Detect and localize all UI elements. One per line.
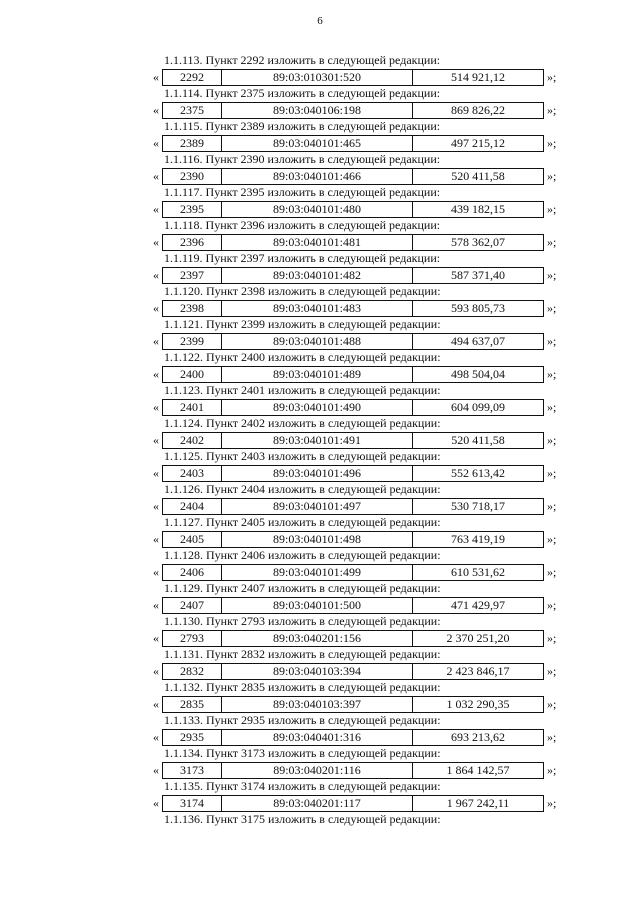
open-quote: « xyxy=(153,367,159,381)
amendment-row xyxy=(0,201,640,218)
item-number-cell: 2832 xyxy=(163,664,222,679)
document-body xyxy=(0,53,640,845)
amendment-entry xyxy=(0,53,640,86)
close-quote: »; xyxy=(547,565,557,579)
cadastral-number-cell: 89:03:040101:482 xyxy=(222,268,413,283)
item-number-cell: 3173 xyxy=(163,763,222,778)
item-number-cell: 2389 xyxy=(163,136,222,151)
close-quote: »; xyxy=(547,664,557,678)
close-quote: »; xyxy=(547,400,557,414)
item-number-cell: 2402 xyxy=(163,433,222,448)
amendment-heading: 1.1.131. Пункт 2832 изложить в следующей редакции: xyxy=(164,647,441,661)
amount-cell: 514 921,12 xyxy=(451,70,505,84)
cadastral-number-cell: 89:03:010301:520 xyxy=(222,70,413,85)
amendment-row xyxy=(0,465,640,482)
amendment-entry xyxy=(0,284,640,317)
amendment-table xyxy=(162,135,544,152)
cadastral-number-cell: 89:03:040101:496 xyxy=(222,466,413,481)
amendment-entry xyxy=(0,152,640,185)
open-quote: « xyxy=(153,763,159,777)
cadastral-number-cell: 89:03:040101:500 xyxy=(222,598,413,613)
close-quote: »; xyxy=(547,598,557,612)
amendment-entry xyxy=(0,251,640,284)
amendment-row xyxy=(0,729,640,746)
amendment-entry xyxy=(0,680,640,713)
amendment-table xyxy=(162,168,544,185)
amount-cell: 1 032 290,35 xyxy=(446,697,510,711)
amendment-table xyxy=(162,399,544,416)
amendment-row xyxy=(0,696,640,713)
amount-cell: 869 826,22 xyxy=(451,103,505,117)
amendment-table xyxy=(162,498,544,515)
amendment-entry xyxy=(0,350,640,383)
amendment-entry xyxy=(0,548,640,581)
amendment-entry xyxy=(0,383,640,416)
amendment-table xyxy=(162,696,544,713)
amendment-entry xyxy=(0,515,640,548)
amount-cell: 2 370 251,20 xyxy=(446,631,510,645)
amendment-heading: 1.1.120. Пункт 2398 изложить в следующей редакции: xyxy=(164,284,441,298)
amendment-table xyxy=(162,564,544,581)
open-quote: « xyxy=(153,70,159,84)
close-quote: »; xyxy=(547,301,557,315)
amendment-table xyxy=(162,597,544,614)
close-quote: »; xyxy=(547,532,557,546)
item-number-cell: 2405 xyxy=(163,532,222,547)
amount-cell: 587 371,40 xyxy=(451,268,505,282)
amendment-entry xyxy=(0,779,640,812)
amendment-heading: 1.1.136. Пункт 3175 изложить в следующей редакции: xyxy=(164,812,441,826)
amendment-heading: 1.1.113. Пункт 2292 изложить в следующей редакции: xyxy=(164,53,441,67)
item-number-cell: 2835 xyxy=(163,697,222,712)
amount-cell: 471 429,97 xyxy=(451,598,505,612)
amount-cell: 498 504,04 xyxy=(451,367,505,381)
amendment-entry xyxy=(0,482,640,515)
item-number-cell: 2400 xyxy=(163,367,222,382)
amendment-entry xyxy=(0,746,640,779)
amendment-row xyxy=(0,102,640,119)
amendment-row xyxy=(0,333,640,350)
amendment-row xyxy=(0,498,640,515)
amendment-heading: 1.1.130. Пункт 2793 изложить в следующей редакции: xyxy=(164,614,441,628)
close-quote: »; xyxy=(547,268,557,282)
cadastral-number-cell: 89:03:040101:480 xyxy=(222,202,413,217)
amendment-table xyxy=(162,465,544,482)
amendment-table xyxy=(162,201,544,218)
open-quote: « xyxy=(153,169,159,183)
amendment-entry xyxy=(0,713,640,746)
cadastral-number-cell: 89:03:040103:394 xyxy=(222,664,413,679)
amendment-row xyxy=(0,267,640,284)
amendment-heading: 1.1.115. Пункт 2389 изложить в следующей редакции: xyxy=(164,119,441,133)
amendment-row xyxy=(0,135,640,152)
close-quote: »; xyxy=(547,103,557,117)
cadastral-number-cell: 89:03:040401:316 xyxy=(222,730,413,745)
amendment-table xyxy=(162,762,544,779)
open-quote: « xyxy=(153,103,159,117)
close-quote: »; xyxy=(547,136,557,150)
amendment-row xyxy=(0,795,640,812)
open-quote: « xyxy=(153,796,159,810)
item-number-cell: 2397 xyxy=(163,268,222,283)
amount-cell: 578 362,07 xyxy=(451,235,505,249)
amendment-table xyxy=(162,366,544,383)
cadastral-number-cell: 89:03:040101:490 xyxy=(222,400,413,415)
amendment-entry xyxy=(0,119,640,152)
cadastral-number-cell: 89:03:040101:491 xyxy=(222,433,413,448)
amount-cell: 439 182,15 xyxy=(451,202,505,216)
cadastral-number-cell: 89:03:040101:499 xyxy=(222,565,413,580)
open-quote: « xyxy=(153,532,159,546)
amount-cell: 763 419,19 xyxy=(451,532,505,546)
amendment-entry xyxy=(0,86,640,119)
amendment-heading: 1.1.123. Пункт 2401 изложить в следующей редакции: xyxy=(164,383,441,397)
item-number-cell: 2396 xyxy=(163,235,222,250)
open-quote: « xyxy=(153,268,159,282)
amendment-heading: 1.1.119. Пункт 2397 изложить в следующей редакции: xyxy=(164,251,441,265)
amendment-heading: 1.1.121. Пункт 2399 изложить в следующей редакции: xyxy=(164,317,441,331)
close-quote: »; xyxy=(547,796,557,810)
cadastral-number-cell: 89:03:040201:156 xyxy=(222,631,413,646)
item-number-cell: 2403 xyxy=(163,466,222,481)
item-number-cell: 2292 xyxy=(163,70,222,85)
close-quote: »; xyxy=(547,235,557,249)
amount-cell: 610 531,62 xyxy=(451,565,505,579)
open-quote: « xyxy=(153,631,159,645)
amount-cell: 497 215,12 xyxy=(451,136,505,150)
amendment-entry xyxy=(0,317,640,350)
item-number-cell: 2375 xyxy=(163,103,222,118)
close-quote: »; xyxy=(547,433,557,447)
amendment-heading: 1.1.118. Пункт 2396 изложить в следующей редакции: xyxy=(164,218,441,232)
open-quote: « xyxy=(153,433,159,447)
amount-cell: 1 864 142,57 xyxy=(446,763,510,777)
amendment-table xyxy=(162,300,544,317)
amendment-table xyxy=(162,630,544,647)
open-quote: « xyxy=(153,466,159,480)
cadastral-number-cell: 89:03:040101:465 xyxy=(222,136,413,151)
open-quote: « xyxy=(153,235,159,249)
cadastral-number-cell: 89:03:040101:497 xyxy=(222,499,413,514)
open-quote: « xyxy=(153,136,159,150)
amendment-row xyxy=(0,597,640,614)
amendment-table xyxy=(162,333,544,350)
close-quote: »; xyxy=(547,466,557,480)
amount-cell: 693 213,62 xyxy=(451,730,505,744)
amount-cell: 2 423 846,17 xyxy=(446,664,510,678)
item-number-cell: 2401 xyxy=(163,400,222,415)
open-quote: « xyxy=(153,598,159,612)
amendment-heading: 1.1.132. Пункт 2835 изложить в следующей редакции: xyxy=(164,680,441,694)
cadastral-number-cell: 89:03:040101:488 xyxy=(222,334,413,349)
amendment-row xyxy=(0,762,640,779)
amendment-heading: 1.1.114. Пункт 2375 изложить в следующей редакции: xyxy=(164,86,441,100)
open-quote: « xyxy=(153,499,159,513)
close-quote: »; xyxy=(547,730,557,744)
open-quote: « xyxy=(153,565,159,579)
amendment-entry xyxy=(0,614,640,647)
amendment-row xyxy=(0,69,640,86)
amendment-entry xyxy=(0,449,640,482)
item-number-cell: 2407 xyxy=(163,598,222,613)
item-number-cell: 2404 xyxy=(163,499,222,514)
close-quote: »; xyxy=(547,631,557,645)
amendment-entry xyxy=(0,647,640,680)
amount-cell: 1 967 242,11 xyxy=(446,796,510,810)
amount-cell: 604 099,09 xyxy=(451,400,505,414)
amendment-heading: 1.1.117. Пункт 2395 изложить в следующей редакции: xyxy=(164,185,441,199)
item-number-cell: 3174 xyxy=(163,796,222,811)
amendment-table xyxy=(162,69,544,86)
amendment-heading: 1.1.133. Пункт 2935 изложить в следующей редакции: xyxy=(164,713,441,727)
close-quote: »; xyxy=(547,334,557,348)
amendment-row xyxy=(0,399,640,416)
open-quote: « xyxy=(153,664,159,678)
item-number-cell: 2406 xyxy=(163,565,222,580)
amendment-row xyxy=(0,300,640,317)
close-quote: »; xyxy=(547,70,557,84)
amendment-heading: 1.1.122. Пункт 2400 изложить в следующей редакции: xyxy=(164,350,441,364)
amendment-table xyxy=(162,795,544,812)
amendment-row xyxy=(0,432,640,449)
amendment-row xyxy=(0,564,640,581)
close-quote: »; xyxy=(547,202,557,216)
item-number-cell: 2399 xyxy=(163,334,222,349)
cadastral-number-cell: 89:03:040101:466 xyxy=(222,169,413,184)
close-quote: »; xyxy=(547,763,557,777)
amendment-heading: 1.1.116. Пункт 2390 изложить в следующей редакции: xyxy=(164,152,441,166)
amendment-row xyxy=(0,168,640,185)
close-quote: »; xyxy=(547,169,557,183)
open-quote: « xyxy=(153,301,159,315)
amount-cell: 552 613,42 xyxy=(451,466,505,480)
open-quote: « xyxy=(153,334,159,348)
cadastral-number-cell: 89:03:040101:483 xyxy=(222,301,413,316)
amendment-row xyxy=(0,531,640,548)
amendment-entry xyxy=(0,218,640,251)
amendment-row xyxy=(0,366,640,383)
cadastral-number-cell: 89:03:040101:489 xyxy=(222,367,413,382)
open-quote: « xyxy=(153,202,159,216)
close-quote: »; xyxy=(547,697,557,711)
cadastral-number-cell: 89:03:040106:198 xyxy=(222,103,413,118)
amendment-heading: 1.1.124. Пункт 2402 изложить в следующей редакции: xyxy=(164,416,441,430)
amendment-heading: 1.1.128. Пункт 2406 изложить в следующей редакции: xyxy=(164,548,441,562)
amendment-row xyxy=(0,663,640,680)
amendment-entry xyxy=(0,416,640,449)
amount-cell: 530 718,17 xyxy=(451,499,505,513)
amount-cell: 520 411,58 xyxy=(451,169,505,183)
amendment-heading: 1.1.129. Пункт 2407 изложить в следующей редакции: xyxy=(164,581,441,595)
item-number-cell: 2793 xyxy=(163,631,222,646)
page-number: 6 xyxy=(317,15,323,27)
amendment-row xyxy=(0,630,640,647)
cadastral-number-cell: 89:03:040103:397 xyxy=(222,697,413,712)
amendment-heading: 1.1.134. Пункт 3173 изложить в следующей редакции: xyxy=(164,746,441,760)
amendment-entry xyxy=(0,185,640,218)
amendment-heading: 1.1.135. Пункт 3174 изложить в следующей редакции: xyxy=(164,779,441,793)
amendment-entry xyxy=(0,812,640,845)
amount-cell: 593 805,73 xyxy=(451,301,505,315)
amendment-table xyxy=(162,234,544,251)
amendment-row xyxy=(0,234,640,251)
amount-cell: 520 411,58 xyxy=(451,433,505,447)
open-quote: « xyxy=(153,730,159,744)
close-quote: »; xyxy=(547,499,557,513)
amendment-table xyxy=(162,663,544,680)
amendment-table xyxy=(162,729,544,746)
amendment-table xyxy=(162,267,544,284)
close-quote: »; xyxy=(547,367,557,381)
amendment-table xyxy=(162,432,544,449)
item-number-cell: 2935 xyxy=(163,730,222,745)
amendment-table xyxy=(162,531,544,548)
cadastral-number-cell: 89:03:040201:116 xyxy=(222,763,413,778)
amendment-heading: 1.1.127. Пункт 2405 изложить в следующей редакции: xyxy=(164,515,441,529)
item-number-cell: 2395 xyxy=(163,202,222,217)
open-quote: « xyxy=(153,697,159,711)
item-number-cell: 2398 xyxy=(163,301,222,316)
open-quote: « xyxy=(153,400,159,414)
amount-cell: 494 637,07 xyxy=(451,334,505,348)
amendment-entry xyxy=(0,581,640,614)
item-number-cell: 2390 xyxy=(163,169,222,184)
cadastral-number-cell: 89:03:040101:481 xyxy=(222,235,413,250)
cadastral-number-cell: 89:03:040101:498 xyxy=(222,532,413,547)
amendment-heading: 1.1.125. Пункт 2403 изложить в следующей редакции: xyxy=(164,449,441,463)
amendment-heading: 1.1.126. Пункт 2404 изложить в следующей редакции: xyxy=(164,482,441,496)
amendment-table xyxy=(162,102,544,119)
cadastral-number-cell: 89:03:040201:117 xyxy=(222,796,413,811)
